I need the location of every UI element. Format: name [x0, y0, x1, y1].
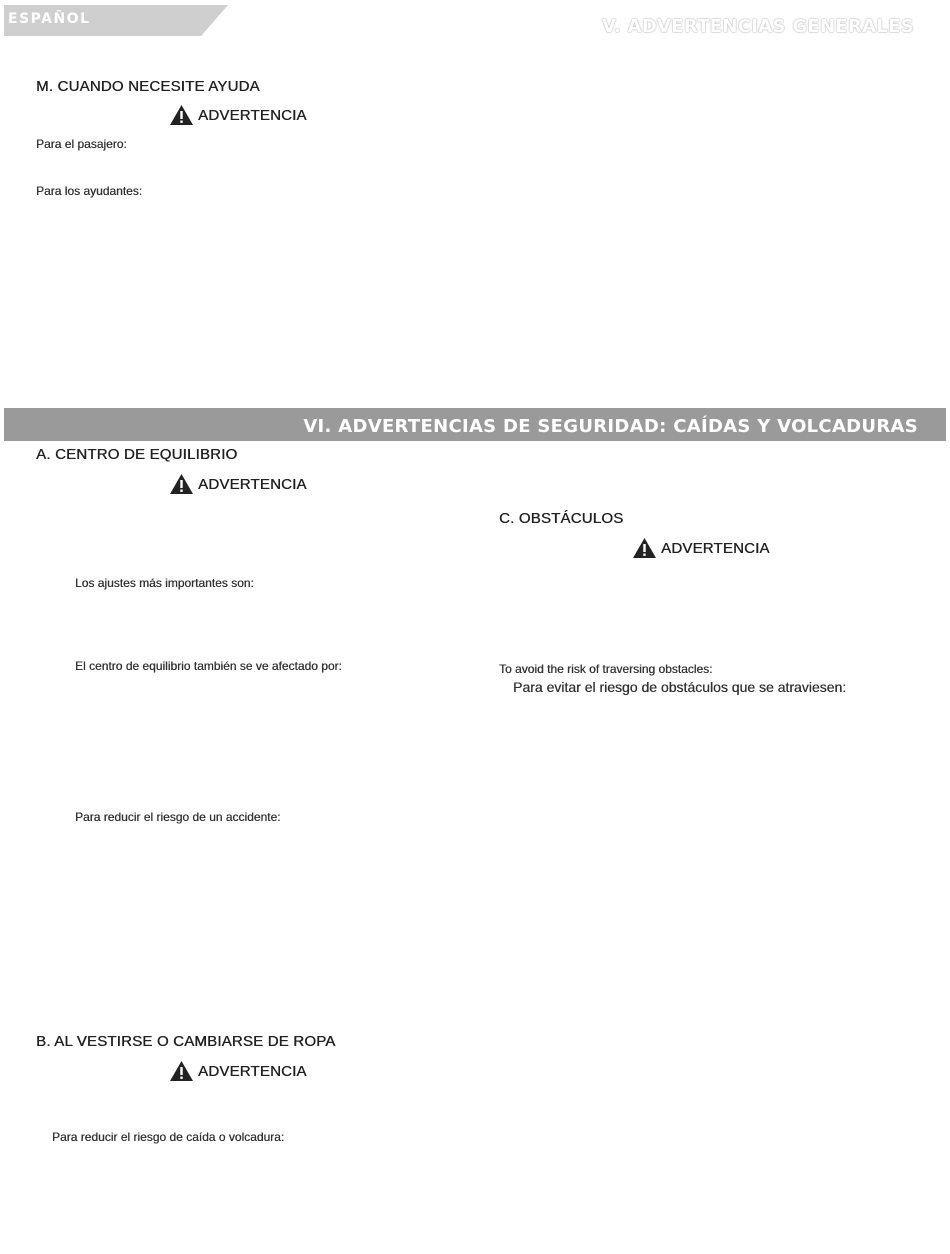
language-tab-label: ESPAÑOL [8, 11, 91, 27]
warning-label: ADVERTENCIA [198, 106, 307, 124]
reduce-accident-risk-label: Para reducir el riesgo de un accidente: [75, 810, 281, 824]
section-c-warning [632, 537, 770, 559]
section-b-warning [169, 1060, 307, 1082]
section-m-warning [169, 104, 307, 126]
section-b-heading: B. AL VESTIRSE O CAMBIARSE DE ROPA [36, 1033, 336, 1050]
warning-triangle-icon [169, 1060, 194, 1082]
warning-triangle-icon [632, 537, 657, 559]
obstacles-english-label: To avoid the risk of traversing obstacles: [499, 662, 713, 676]
helpers-label: Para los ayudantes: [36, 184, 143, 198]
section-a-heading: A. CENTRO DE EQUILIBRIO [36, 446, 238, 463]
affected-by-label: El centro de equilibrio también se ve afectado por: [75, 659, 342, 673]
warning-label: ADVERTENCIA [198, 475, 307, 493]
adjustments-label: Los ajustes más importantes son: [75, 576, 254, 590]
section-c-heading: C. OBSTÁCULOS [499, 510, 624, 527]
section-vi-title: VI. ADVERTENCIAS DE SEGURIDAD: CAÍDAS Y VOLCADURAS [303, 416, 918, 437]
section-a-warning [169, 473, 307, 495]
warning-label: ADVERTENCIA [661, 539, 770, 557]
obstacles-spanish-label: Para evitar el riesgo de obstáculos que se atraviesen: [513, 679, 847, 695]
section-m-heading: M. CUANDO NECESITE AYUDA [36, 78, 260, 95]
reduce-fall-risk-label: Para reducir el riesgo de caída o volcadura: [52, 1130, 285, 1144]
section-v-title: V. ADVERTENCIAS GENERALES [601, 16, 914, 37]
warning-triangle-icon [169, 104, 194, 126]
passenger-label: Para el pasajero: [36, 137, 127, 151]
warning-label: ADVERTENCIA [198, 1062, 307, 1080]
warning-triangle-icon [169, 473, 194, 495]
